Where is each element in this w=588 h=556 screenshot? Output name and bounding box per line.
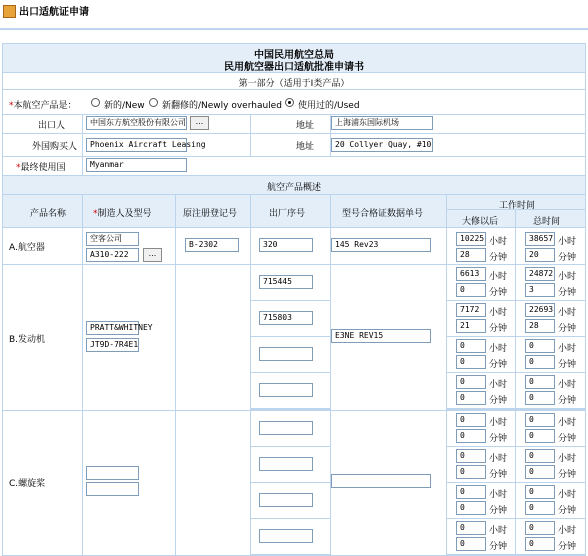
propeller-total-minutes-unit: 分钟 bbox=[558, 470, 577, 480]
engine-since-hours-unit: 小时 bbox=[489, 380, 508, 390]
buyer-label: 外国购买人 bbox=[32, 142, 78, 152]
propeller-model-input[interactable] bbox=[86, 482, 139, 496]
propeller-serial-input[interactable] bbox=[259, 493, 313, 507]
engine-since-minutes-input[interactable]: 0 bbox=[456, 283, 486, 297]
propeller-total-hours-unit: 小时 bbox=[558, 490, 577, 500]
propeller-since-minutes-input[interactable]: 0 bbox=[456, 537, 486, 551]
propeller-since-minutes-input[interactable]: 0 bbox=[456, 501, 486, 515]
propeller-since-hours-unit: 小时 bbox=[489, 454, 508, 464]
section-title: 航空产品概述 bbox=[266, 183, 321, 193]
propeller-total-minutes-input[interactable]: 0 bbox=[525, 501, 555, 515]
engine-total-minutes-input[interactable]: 0 bbox=[525, 355, 555, 369]
engine-since-minutes-input[interactable]: 21 bbox=[456, 319, 486, 333]
required-mark: * bbox=[16, 163, 21, 173]
option-overhauled-label: 新翻修的/Newly overhauled bbox=[162, 101, 282, 111]
aircraft-total-minutes-input[interactable]: 20 bbox=[525, 248, 555, 262]
engine-reg-cell bbox=[176, 265, 250, 410]
option-new-label: 新的/New bbox=[104, 101, 145, 111]
propeller-since-hours-unit: 小时 bbox=[489, 490, 508, 500]
page-title: 出口适航证申请 bbox=[19, 7, 89, 18]
propeller-total-minutes-input[interactable]: 0 bbox=[525, 429, 555, 443]
buyer-input[interactable]: Phoenix Aircraft Leasing bbox=[86, 138, 187, 152]
engine-total-minutes-input[interactable]: 28 bbox=[525, 319, 555, 333]
engine-since-hours-unit: 小时 bbox=[489, 308, 508, 318]
engine-total-hours-input[interactable]: 0 bbox=[525, 339, 555, 353]
engine-total-hours-unit: 小时 bbox=[558, 344, 577, 354]
aircraft-total-minutes-unit: 分钟 bbox=[558, 253, 577, 263]
maker-header-text: 制造人及型号 bbox=[97, 209, 152, 219]
engine-since-hours-unit: 小时 bbox=[489, 272, 508, 282]
exporter-address-input[interactable]: 上海浦东国际机场 bbox=[331, 116, 433, 130]
engine-since-hours-input[interactable]: 0 bbox=[456, 375, 486, 389]
propeller-tc-input[interactable] bbox=[331, 474, 431, 488]
engine-model-input[interactable]: JT9D-7R4E1 bbox=[86, 338, 139, 352]
engine-total-minutes-unit: 分钟 bbox=[558, 360, 577, 370]
form-icon bbox=[3, 5, 16, 18]
engine-serial-input[interactable] bbox=[259, 347, 313, 361]
total-header: 总时间 bbox=[533, 217, 561, 227]
propeller-total-minutes-unit: 分钟 bbox=[558, 434, 577, 444]
engine-total-hours-input[interactable]: 0 bbox=[525, 375, 555, 389]
engine-total-minutes-unit: 分钟 bbox=[558, 288, 577, 298]
maker-header bbox=[93, 206, 152, 219]
propeller-total-hours-input[interactable]: 0 bbox=[525, 413, 555, 427]
option-used-label: 使用过的/Used bbox=[298, 101, 360, 111]
aircraft-total-hours-unit: 小时 bbox=[558, 237, 577, 247]
propeller-since-hours-input[interactable]: 0 bbox=[456, 413, 486, 427]
propeller-since-minutes-unit: 分钟 bbox=[489, 470, 508, 480]
aircraft-tc-input[interactable]: 145 Rev23 bbox=[331, 238, 431, 252]
engine-since-minutes-input[interactable]: 0 bbox=[456, 355, 486, 369]
form-title-sub: 民用航空器出口适航批准申请书 bbox=[224, 62, 364, 73]
country-label-text: 最终使用国 bbox=[20, 163, 66, 173]
buyer-address-label-cell bbox=[251, 134, 330, 156]
propeller-total-minutes-input[interactable]: 0 bbox=[525, 537, 555, 551]
serial-header: 出厂序号 bbox=[269, 209, 306, 219]
aircraft-model-input[interactable]: A310-222 bbox=[86, 248, 139, 262]
propeller-since-minutes-unit: 分钟 bbox=[489, 506, 508, 516]
engine-total-hours-input[interactable]: 22693 bbox=[525, 303, 555, 317]
product-name-header: 产品名称 bbox=[30, 209, 67, 219]
engine-tc-input[interactable]: E3NE REV15 bbox=[331, 329, 431, 343]
form-title-main: 中国民用航空总局 bbox=[254, 50, 334, 61]
aircraft-since-minutes-input[interactable]: 28 bbox=[456, 248, 486, 262]
engine-serial-input[interactable]: 715445 bbox=[259, 275, 313, 289]
propeller-serial-input[interactable] bbox=[259, 421, 313, 435]
engine-since-hours-unit: 小时 bbox=[489, 344, 508, 354]
propeller-name: C.螺旋桨 bbox=[9, 479, 46, 489]
option-used-radio[interactable] bbox=[285, 98, 294, 107]
propeller-total-minutes-input[interactable]: 0 bbox=[525, 465, 555, 479]
propeller-since-minutes-input[interactable]: 0 bbox=[456, 429, 486, 443]
engine-serial-input[interactable]: 715803 bbox=[259, 311, 313, 325]
engine-since-minutes-input[interactable]: 0 bbox=[456, 391, 486, 405]
propeller-reg-cell bbox=[176, 411, 250, 555]
propeller-since-hours-unit: 小时 bbox=[489, 526, 508, 536]
propeller-total-hours-input[interactable]: 0 bbox=[525, 521, 555, 535]
propeller-since-hours-unit: 小时 bbox=[489, 418, 508, 428]
buyer-address-input[interactable]: 20 Collyer Quay, #10 bbox=[331, 138, 433, 152]
propeller-total-hours-input[interactable]: 0 bbox=[525, 485, 555, 499]
aircraft-since-minutes-unit: 分钟 bbox=[489, 253, 508, 263]
aircraft-reg-input[interactable]: B-2302 bbox=[185, 238, 239, 252]
reg-header: 原注册登记号 bbox=[183, 209, 238, 219]
exporter-input[interactable]: 中国东方航空股份有限公司 bbox=[86, 116, 187, 130]
since-header: 大修以后 bbox=[462, 217, 499, 227]
engine-since-minutes-unit: 分钟 bbox=[489, 360, 508, 370]
engine-since-minutes-unit: 分钟 bbox=[489, 288, 508, 298]
propeller-total-hours-input[interactable]: 0 bbox=[525, 449, 555, 463]
propeller-since-hours-input[interactable]: 0 bbox=[456, 449, 486, 463]
propeller-since-hours-input[interactable]: 0 bbox=[456, 521, 486, 535]
country-label bbox=[16, 160, 66, 173]
exporter-address-label-cell bbox=[251, 115, 330, 133]
engine-maker-input[interactable]: PRATT&WHITNEY bbox=[86, 321, 139, 335]
tc-header: 型号合格证数据单号 bbox=[342, 209, 424, 219]
engine-total-hours-unit: 小时 bbox=[558, 308, 577, 318]
propeller-since-minutes-unit: 分钟 bbox=[489, 542, 508, 552]
option-overhauled-radio[interactable] bbox=[149, 98, 158, 107]
propeller-since-minutes-input[interactable]: 0 bbox=[456, 465, 486, 479]
propeller-serial-input[interactable] bbox=[259, 529, 313, 543]
propeller-total-hours-unit: 小时 bbox=[558, 454, 577, 464]
engine-since-hours-input[interactable]: 7172 bbox=[456, 303, 486, 317]
address-label-2: 地址 bbox=[296, 142, 315, 152]
product-type-label bbox=[9, 98, 77, 111]
engine-total-minutes-unit: 分钟 bbox=[558, 396, 577, 406]
engine-since-minutes-unit: 分钟 bbox=[489, 396, 508, 406]
engine-since-minutes-unit: 分钟 bbox=[489, 324, 508, 334]
option-new-radio[interactable] bbox=[91, 98, 100, 107]
aircraft-total-hours-input[interactable]: 38657 bbox=[525, 232, 555, 246]
part1-title: 第一部分（适用于I类产品） bbox=[238, 79, 350, 89]
engine-since-hours-input[interactable]: 6613 bbox=[456, 267, 486, 281]
engine-serial-input[interactable] bbox=[259, 383, 313, 397]
propeller-total-minutes-unit: 分钟 bbox=[558, 506, 577, 516]
aircraft-since-hours-unit: 小时 bbox=[489, 237, 508, 247]
address-label: 地址 bbox=[296, 121, 315, 131]
aircraft-since-hours-input[interactable]: 10225 bbox=[456, 232, 486, 246]
propeller-serial-input[interactable] bbox=[259, 457, 313, 471]
propeller-maker-input[interactable] bbox=[86, 466, 139, 480]
engine-total-hours-unit: 小时 bbox=[558, 380, 577, 390]
engine-total-hours-unit: 小时 bbox=[558, 272, 577, 282]
time-header: 工作时间 bbox=[499, 201, 536, 211]
page-header bbox=[0, 0, 588, 30]
propeller-total-minutes-unit: 分钟 bbox=[558, 542, 577, 552]
engine-total-minutes-unit: 分钟 bbox=[558, 324, 577, 334]
engine-total-minutes-input[interactable]: 3 bbox=[525, 283, 555, 297]
aircraft-browse-button[interactable]: ... bbox=[143, 248, 162, 262]
aircraft-serial-input[interactable]: 320 bbox=[259, 238, 313, 252]
required-mark: * bbox=[9, 101, 14, 111]
engine-total-minutes-input[interactable]: 0 bbox=[525, 391, 555, 405]
propeller-since-minutes-unit: 分钟 bbox=[489, 434, 508, 444]
engine-total-hours-input[interactable]: 24872 bbox=[525, 267, 555, 281]
required-mark: * bbox=[93, 209, 98, 219]
aircraft-maker-input[interactable]: 空客公司 bbox=[86, 232, 139, 246]
product-type-text: 本航空产品是： bbox=[13, 101, 77, 111]
exporter-browse-button[interactable]: ... bbox=[190, 116, 209, 130]
engine-name: B.发动机 bbox=[9, 335, 46, 345]
exporter-label: 出口人 bbox=[38, 121, 66, 131]
propeller-total-hours-unit: 小时 bbox=[558, 526, 577, 536]
propeller-total-hours-unit: 小时 bbox=[558, 418, 577, 428]
engine-since-hours-input[interactable]: 0 bbox=[456, 339, 486, 353]
country-input[interactable]: Myanmar bbox=[86, 158, 187, 172]
propeller-since-hours-input[interactable]: 0 bbox=[456, 485, 486, 499]
aircraft-name: A.航空器 bbox=[9, 243, 45, 253]
